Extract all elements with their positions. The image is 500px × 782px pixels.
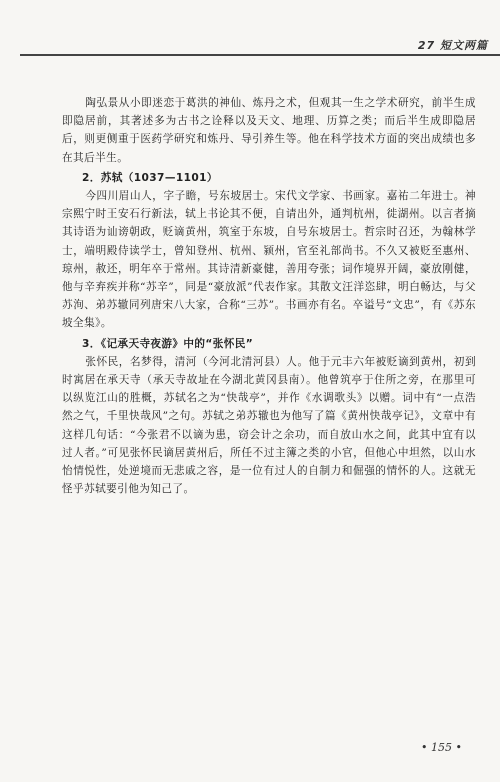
- chapter-title: 27 短文两篇: [417, 39, 488, 52]
- section-heading-zhang-huaimin: 3．《记承天寺夜游》中的“张怀民”: [82, 337, 254, 350]
- page-number: • 155 •: [421, 741, 462, 754]
- paragraph-zhang-huaimin: 张怀民，名梦得，清河（今河北清河县）人。他于元丰六年被贬谪到黄州，初到时寓居在承天寺（承天寺故址在今湖北黄冈县南）。他曾筑亭于住所之旁，在那里可以纵览江山的胜概，苏轼名之为“快哉亭”，并作《水调歌头》以赠。词中有“一点浩然之气，千里快哉风”之句。苏轼之弟苏辙也为他写了篇《黄州快哉亭记》，文章中有这样几句话：“今张君不以谪为患，窃会计之余功，而自放山水之间，此其中宜有以过人者。”可见张怀民谪居黄州后，所任不过主簿之类的小官，但他心中坦然，以山水怡情悦性，处逆境而无悲戚之容，是一位有过人的自制力和倔强的情怀的人。这就无怪乎苏轼要引他为知己了。: [62, 355, 476, 496]
- paragraph-su-shi: 今四川眉山人，字子瞻，号东坡居士。宋代文学家、书画家。嘉祐二年进士。神宗熙宁时王安石行新法，轼上书论其不便，自请出外，通判杭州，徙湖州。以言者摘其诗语为讪谤朝政，贬谪黄州，筑室于东坡，自号东坡居士。哲宗时召还，为翰林学士，端明殿侍读学士，曾知登州、杭州、颍州，官至礼部尚书。不久又被贬至惠州、琼州，赦还，明年卒于常州。其诗清新豪健，善用夸张；词作境界开阔，豪放刚健，他与辛弃疾并称“苏辛”，同是“豪放派”代表作家。其散文汪洋恣肆，明白畅达，与父苏洵、弟苏辙同列唐宋八大家，合称“三苏”。书画亦有名。卒谥号“文忠”，有《苏东坡全集》。: [62, 190, 476, 330]
- page-header: [0, 34, 500, 54]
- header-rule: [20, 54, 500, 56]
- page-body: [62, 94, 476, 498]
- section-heading-su-shi: 2．苏轼（1037—1101）: [82, 171, 218, 184]
- paragraph-tao-hongjing: 陶弘景从小即迷恋于葛洪的神仙、炼丹之术，但观其一生之学术研究，前半生成即隐居前，其著述多为古书之诠释以及天文、地理、历算之类；而后半生成即隐居后，则更侧重于医药学研究和炼丹、导引养生等。他在科学技术方面的突出成绩也多在其后半生。: [62, 97, 476, 164]
